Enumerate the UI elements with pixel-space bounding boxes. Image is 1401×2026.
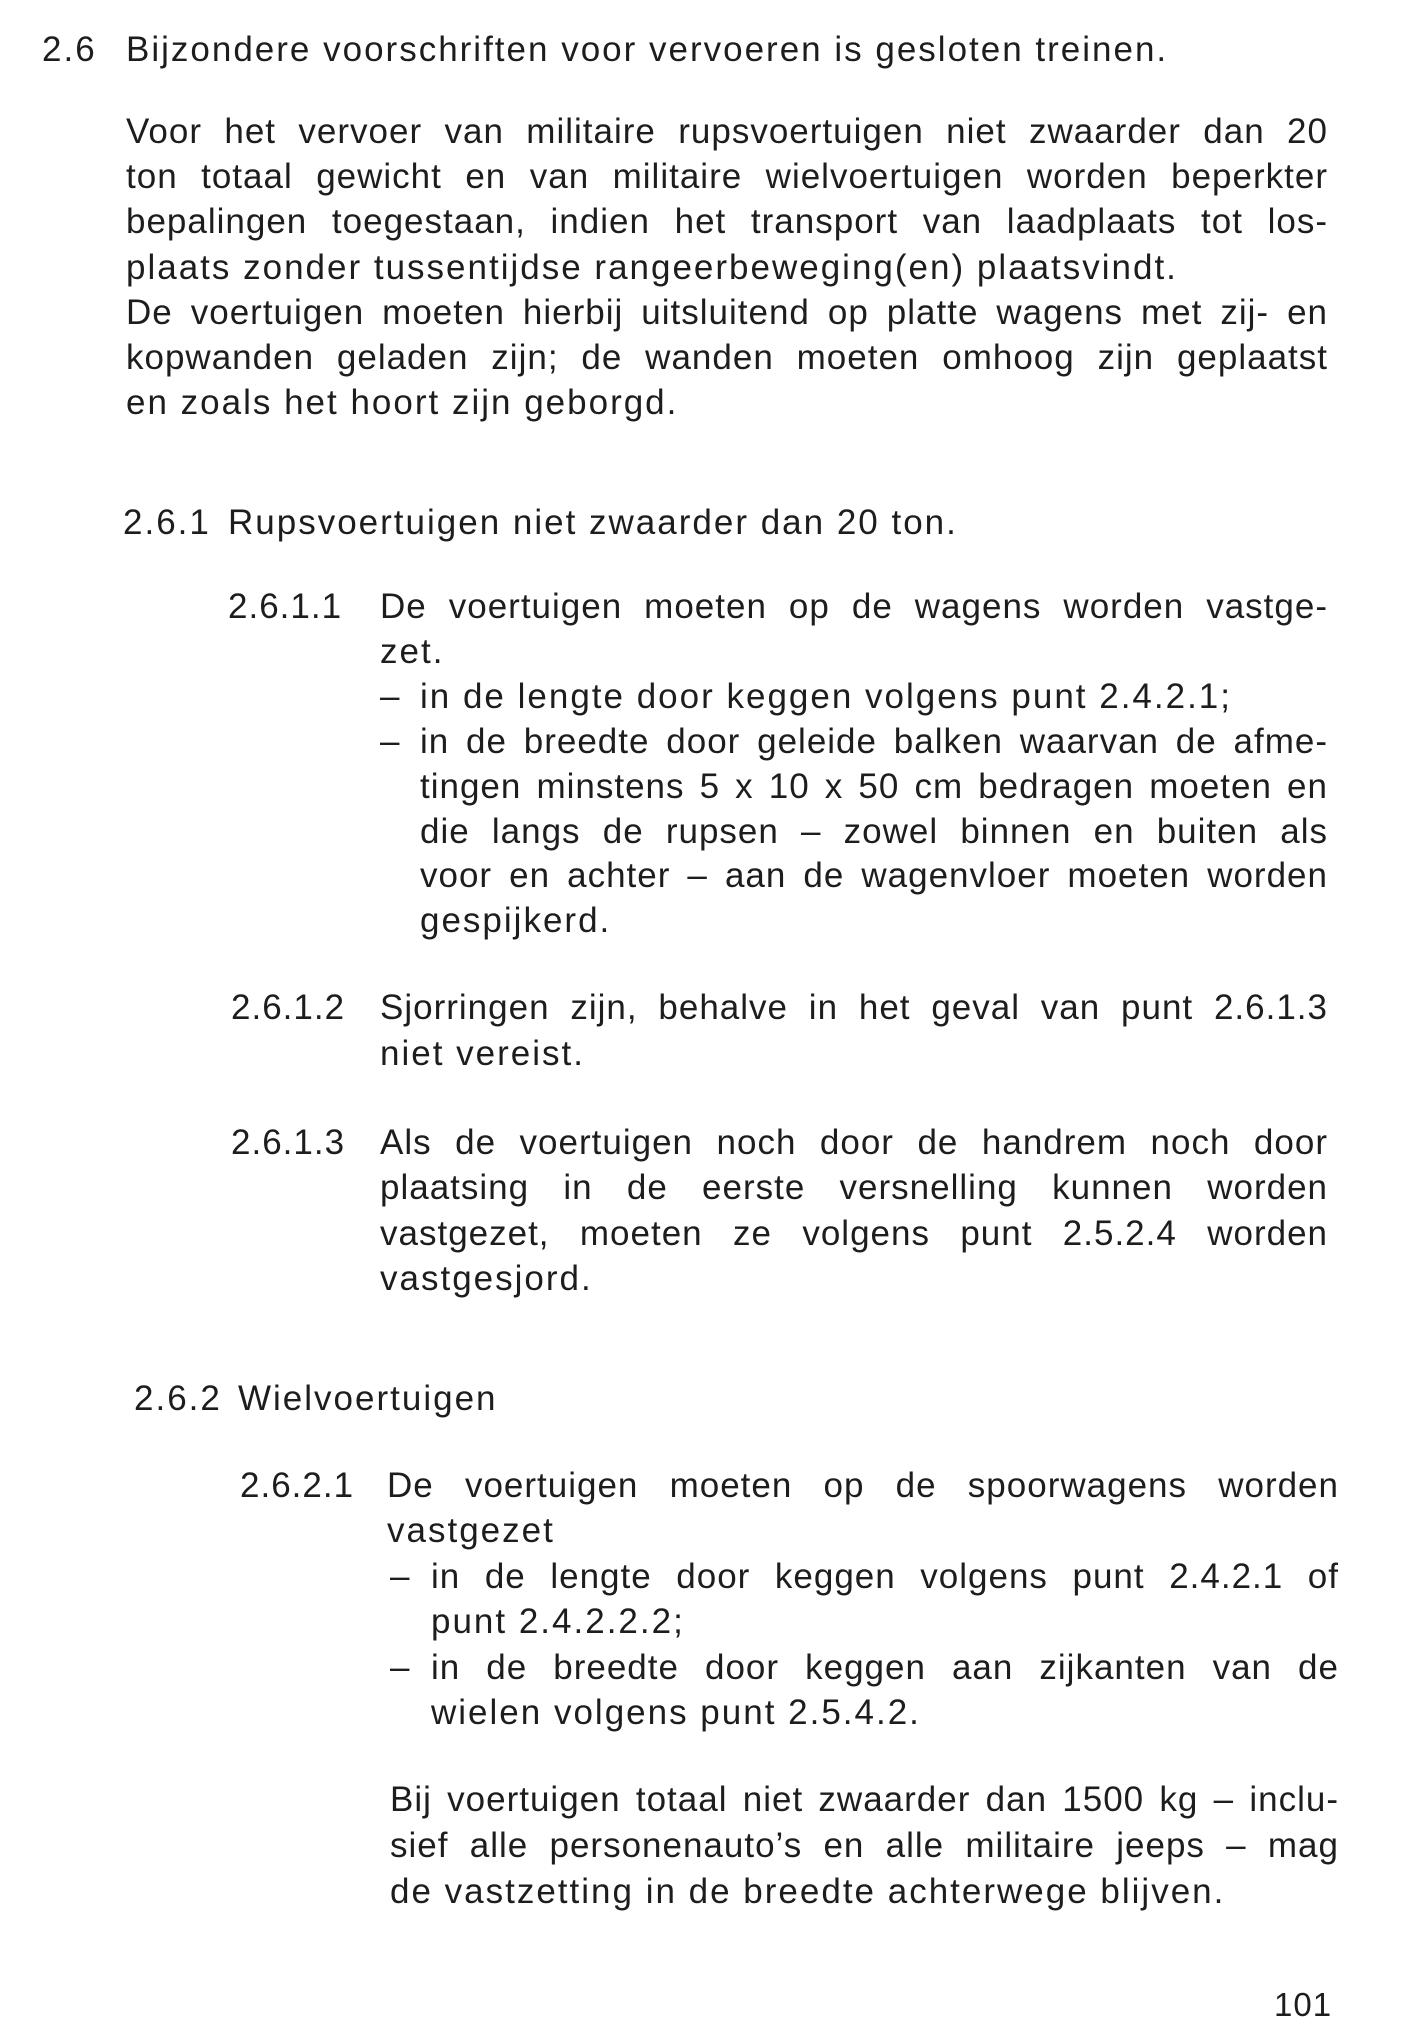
item-line: die langs de rupsen – zowel binnen en buiten als — [420, 811, 1328, 851]
item-line: tingen minstens 5 x 10 x 50 cm bedragen moeten en — [420, 766, 1328, 806]
section-number: 2.6 — [42, 30, 97, 69]
clause-body — [380, 985, 1328, 1077]
intro-line: De voertuigen moeten hierbij uitsluitend op platte wagens met zij- en — [126, 292, 1328, 332]
item-line: in de breedte door geleide balken waarvan de afme- — [420, 721, 1328, 761]
dash-marker: – — [380, 721, 401, 761]
clause-line: vastgesjord. — [380, 1258, 593, 1298]
clause-number: 2.6.1.1 — [228, 587, 343, 626]
intro-line: plaats zonder tussentijdse rangeerbeweging(en) plaatsvindt. — [126, 247, 1178, 287]
item-line: in de lengte door keggen volgens punt 2.4.2.1; — [420, 676, 1232, 716]
item-line: in de lengte door keggen volgens punt 2.4.2.1 of — [431, 1556, 1339, 1596]
intro-line: Voor het vervoer van militaire rupsvoertuigen niet zwaarder dan 20 — [126, 112, 1328, 151]
subsection-number: 2.6.2 — [134, 1379, 222, 1418]
list-item — [380, 720, 1328, 945]
clause-line: Sjorringen zijn, behalve in het geval van punt 2.6.1.3 — [380, 988, 1328, 1027]
section-title: Bijzondere voorschriften voor vervoeren is gesloten treinen. — [126, 30, 1169, 69]
dash-marker: – — [390, 1556, 411, 1596]
subsection-number: 2.6.1 — [123, 503, 211, 542]
clause-number: 2.6.1.3 — [231, 1123, 346, 1162]
clause-body — [380, 585, 1328, 944]
intro-line: bepalingen toegestaan, indien het transport van laadplaats tot los- — [126, 202, 1328, 242]
clause-line: De voertuigen moeten op de wagens worden vastge- — [380, 587, 1328, 626]
list-item — [387, 1645, 1339, 1736]
note-line: sief alle personenauto’s en alle militaire jeeps – mag — [390, 1826, 1339, 1865]
item-line: gespijkerd. — [420, 901, 612, 941]
subsection-title: Rupsvoertuigen niet zwaarder dan 20 ton. — [228, 503, 958, 542]
intro-line: kopwanden geladen zijn; de wanden moeten omhoog zijn geplaatst — [126, 338, 1328, 378]
subsection-title: Wielvoertuigen — [238, 1379, 498, 1418]
clause-line: Als de voertuigen noch door de handrem noch door — [380, 1123, 1328, 1162]
list-item — [387, 1554, 1339, 1645]
clause-line: vastgezet, moeten ze volgens punt 2.5.2.4 worden — [380, 1213, 1328, 1253]
item-line: voor en achter – aan de wagenvloer moeten worden — [420, 856, 1328, 896]
page-number: 101 — [1274, 1986, 1333, 2023]
list-item — [380, 675, 1328, 720]
intro-line: ton totaal gewicht en van militaire wielvoertuigen worden beperkter — [126, 157, 1328, 197]
clause-line: zet. — [380, 631, 445, 671]
note-paragraph — [390, 1777, 1339, 1915]
item-line: punt 2.4.2.2.2; — [431, 1602, 685, 1642]
clause-line: plaatsing in de eerste versnelling kunnen worden — [380, 1168, 1328, 1208]
intro-line: en zoals het hoort zijn geborgd. — [126, 383, 679, 423]
dash-marker: – — [390, 1647, 411, 1687]
intro-paragraph — [126, 109, 1328, 425]
clause-number: 2.6.1.2 — [231, 988, 346, 1027]
clause-line: niet vereist. — [380, 1034, 585, 1073]
clause-body — [380, 1120, 1328, 1301]
clause-line: De voertuigen moeten op de spoorwagens worden — [387, 1466, 1339, 1505]
clause-number: 2.6.2.1 — [240, 1466, 355, 1505]
clause-body — [387, 1463, 1339, 1735]
clause-line: vastgezet — [387, 1511, 555, 1551]
item-line: in de breedte door keggen aan zijkanten van de — [431, 1647, 1339, 1687]
dash-marker: – — [380, 676, 401, 716]
note-line: Bij voertuigen totaal niet zwaarder dan 1500 kg – inclu- — [390, 1780, 1339, 1819]
note-line: de vastzetting in de breedte achterwege blijven. — [390, 1872, 1226, 1911]
item-line: wielen volgens punt 2.5.4.2. — [431, 1693, 921, 1733]
